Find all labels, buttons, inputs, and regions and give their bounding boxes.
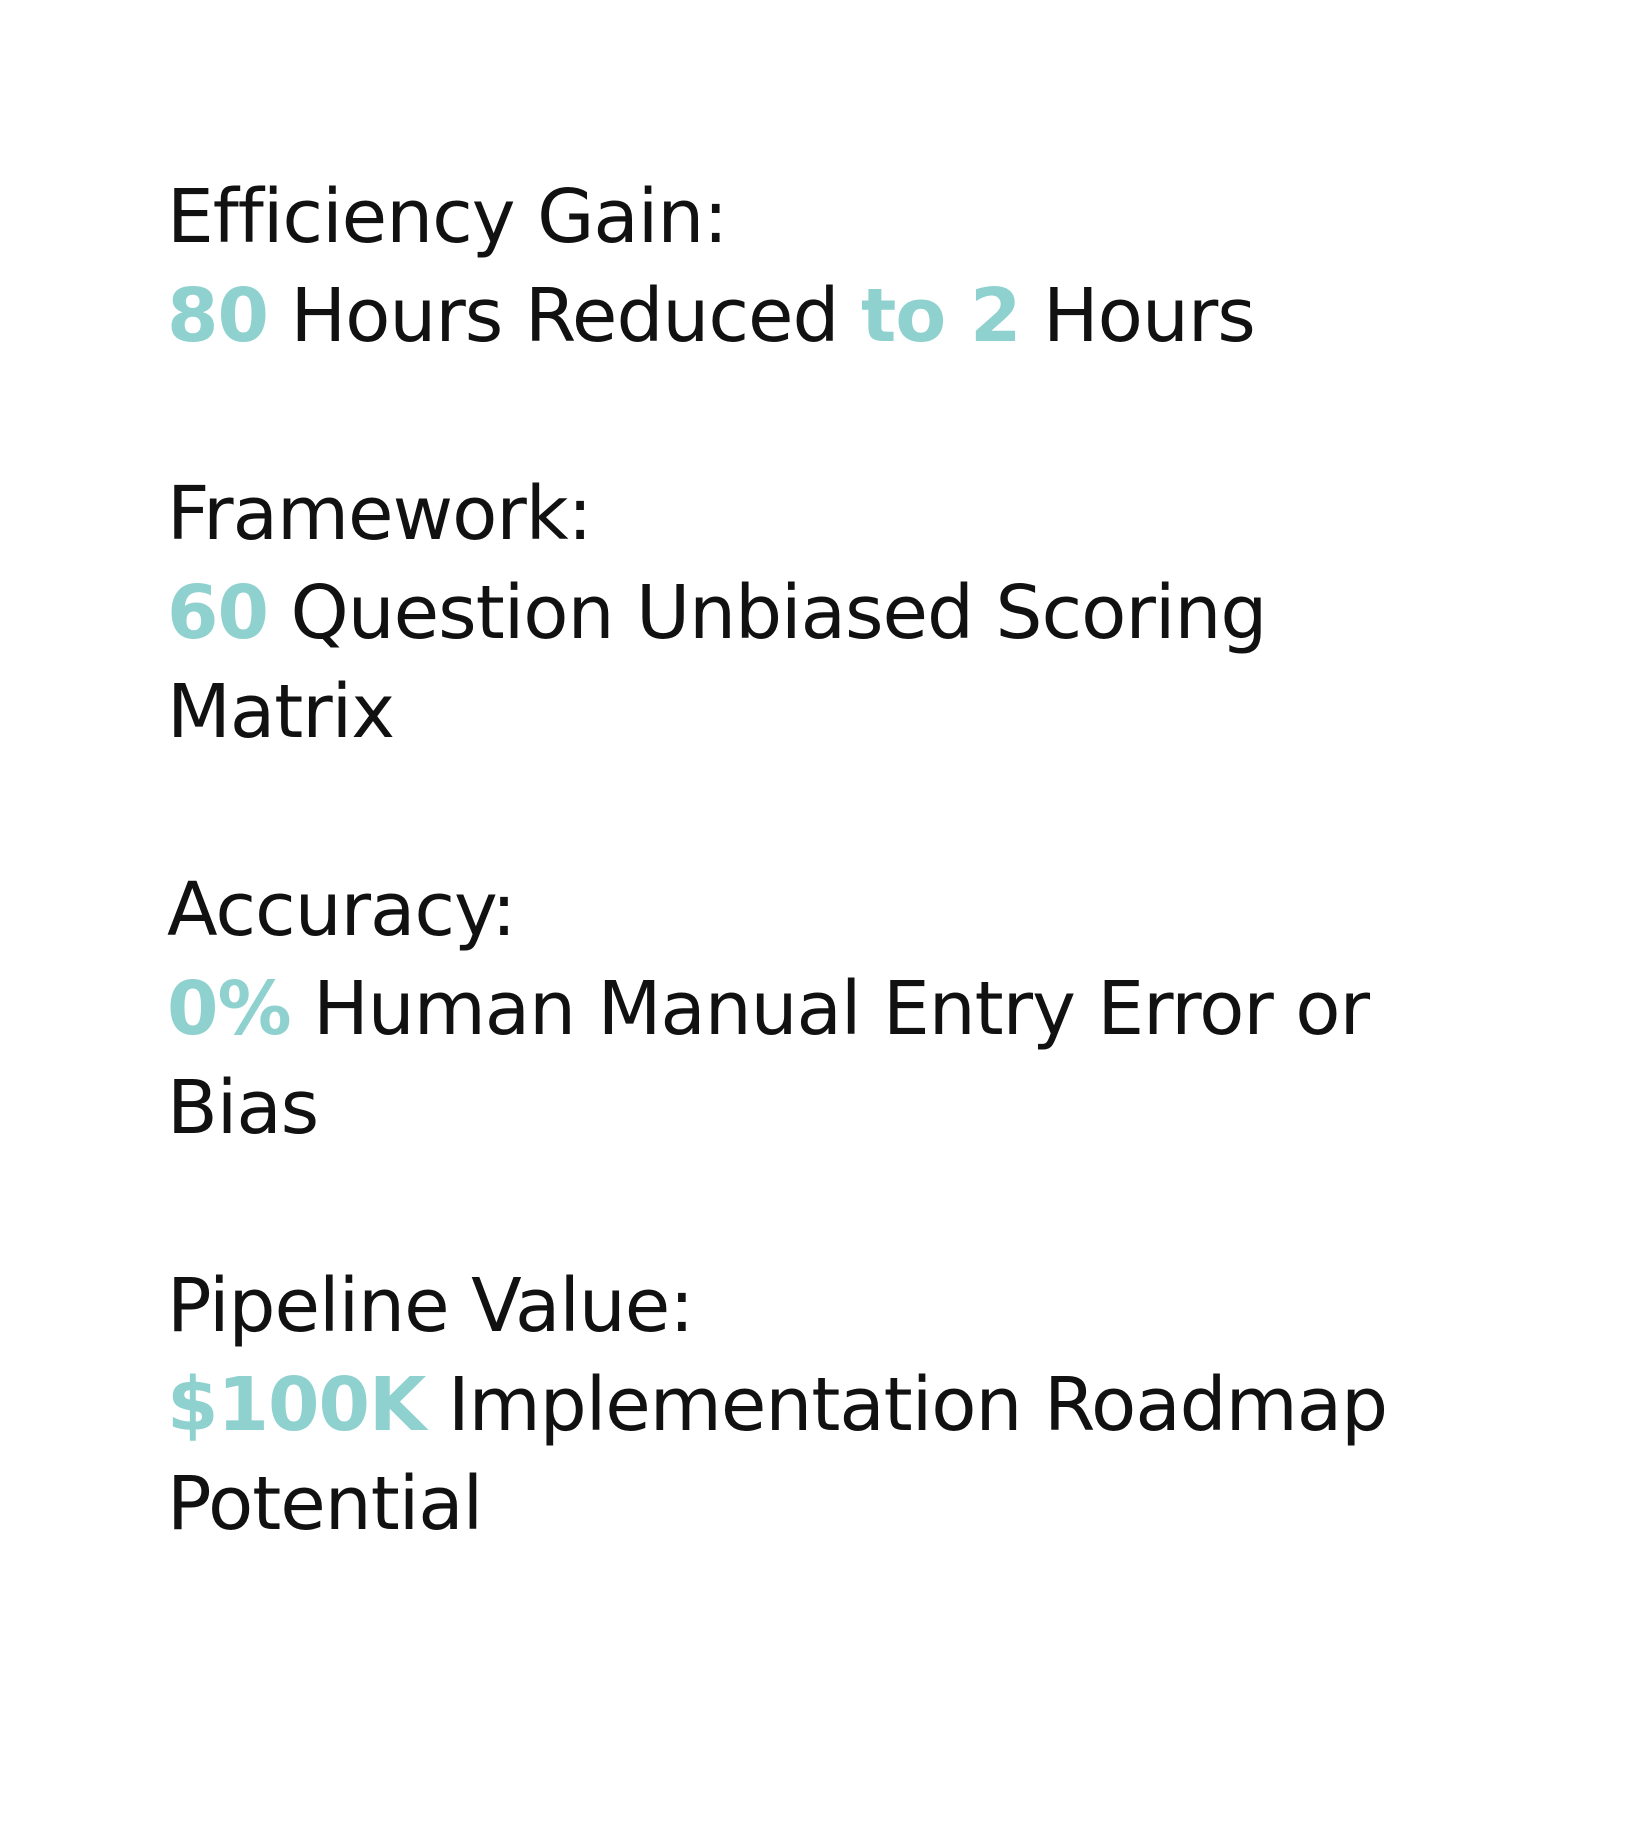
stat-framework xyxy=(167,465,1487,762)
stat-text: Implementation Roadmap Potential xyxy=(167,1362,1388,1547)
stat-highlight: 60 xyxy=(167,570,268,656)
stat-label: Accuracy: xyxy=(167,867,516,953)
stat-highlight: $100K xyxy=(167,1362,426,1448)
stat-text: Question Unbiased Scoring Matrix xyxy=(167,570,1267,755)
stat-label: Efficiency Gain: xyxy=(167,174,728,260)
stat-value xyxy=(167,1356,1487,1554)
stat-text: Hours xyxy=(1020,273,1255,359)
stat-highlight: 0% xyxy=(167,966,291,1052)
stat-value xyxy=(167,267,1487,366)
stat-pipeline-value xyxy=(167,1257,1487,1554)
stat-value xyxy=(167,564,1487,762)
stat-highlight: 80 xyxy=(167,273,268,359)
stat-label: Pipeline Value: xyxy=(167,1263,694,1349)
stat-text: Hours Reduced xyxy=(267,273,862,359)
stat-accuracy xyxy=(167,861,1487,1158)
stats-list xyxy=(167,168,1487,1653)
stat-highlight: to 2 xyxy=(861,273,1021,359)
stat-label: Framework: xyxy=(167,471,592,557)
stat-value xyxy=(167,960,1487,1158)
stat-efficiency-gain xyxy=(167,168,1487,366)
stat-text: Human Manual Entry Error or Bias xyxy=(167,966,1369,1151)
